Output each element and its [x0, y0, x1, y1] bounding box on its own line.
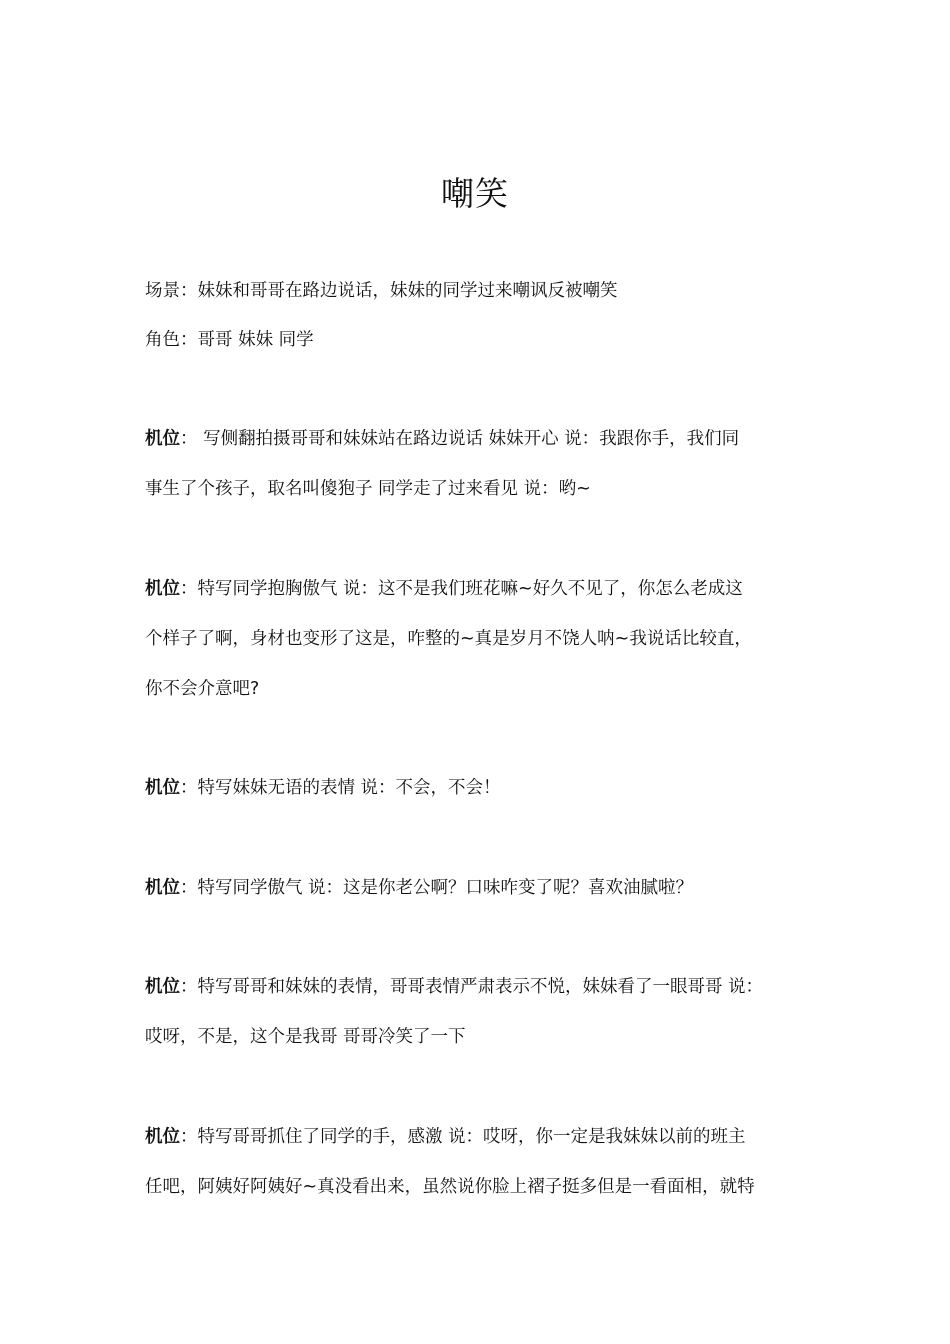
shot-paragraph-6 [145, 1112, 825, 1212]
shot-label: 机位 [145, 1127, 180, 1147]
shot-line: 你不会介意吧? [145, 679, 260, 699]
shot-label: 机位 [145, 429, 180, 449]
shot-line: 个样子了啊，身材也变形了这是，咋整的~真是岁月不饶人呐~我说话比较直， [145, 629, 752, 649]
shot-line: 任吧，阿姨好阿姨好~真没看出来，虽然说你脸上褶子挺多但是一看面相，就特 [145, 1177, 755, 1197]
shot-paragraph-5 [145, 962, 825, 1062]
shot-line [145, 863, 825, 913]
page-title: 嘲笑 [441, 174, 509, 213]
shot-line [145, 1112, 825, 1162]
shot-paragraph-1 [145, 414, 825, 514]
shot-line [145, 564, 825, 614]
shot-paragraph-4 [145, 863, 825, 913]
shot-text: ：特写哥哥抓住了同学的手，感激 说：哎呀，你一定是我妹妹以前的班主 [180, 1127, 746, 1147]
shot-text: ：特写同学抱胸傲气 说：这不是我们班花嘛~好久不见了，你怎么老成这 [180, 579, 743, 599]
shot-label: 机位 [145, 778, 180, 798]
shot-text: ：特写哥哥和妹妹的表情，哥哥表情严肃表示不悦，妹妹看了一眼哥哥 说： [180, 977, 764, 997]
scene-line [145, 278, 825, 304]
shot-text: ：特写妹妹无语的表情 说：不会，不会！ [180, 778, 501, 798]
scene-text: 妹妹和哥哥在路边说话，妹妹的同学过来嘲讽反被嘲笑 [197, 281, 618, 301]
roles-label: 角色： [145, 330, 198, 350]
scene-label: 场景： [145, 281, 198, 301]
shot-label: 机位 [145, 878, 180, 898]
shot-line: 事生了个孩子，取名叫傻狍子 同学走了过来看见 说：哟~ [145, 479, 591, 499]
roles-line [145, 327, 825, 353]
shot-line: 哎呀，不是，这个是我哥 哥哥冷笑了一下 [145, 1027, 466, 1047]
shot-line [145, 414, 825, 464]
shot-line [145, 962, 825, 1012]
shot-text: ：特写同学傲气 说：这是你老公啊？口味咋变了呢？喜欢油腻啦？ [180, 878, 694, 898]
shot-paragraph-2 [145, 564, 825, 714]
shot-text: ： 写侧翻拍摄哥哥和妹妹站在路边说话 妹妹开心 说：我跟你手，我们同 [180, 429, 740, 449]
shot-label: 机位 [145, 977, 180, 997]
shot-paragraph-3 [145, 763, 825, 813]
shot-label: 机位 [145, 579, 180, 599]
roles-text: 哥哥 妹妹 同学 [197, 330, 314, 350]
shot-line [145, 763, 825, 813]
